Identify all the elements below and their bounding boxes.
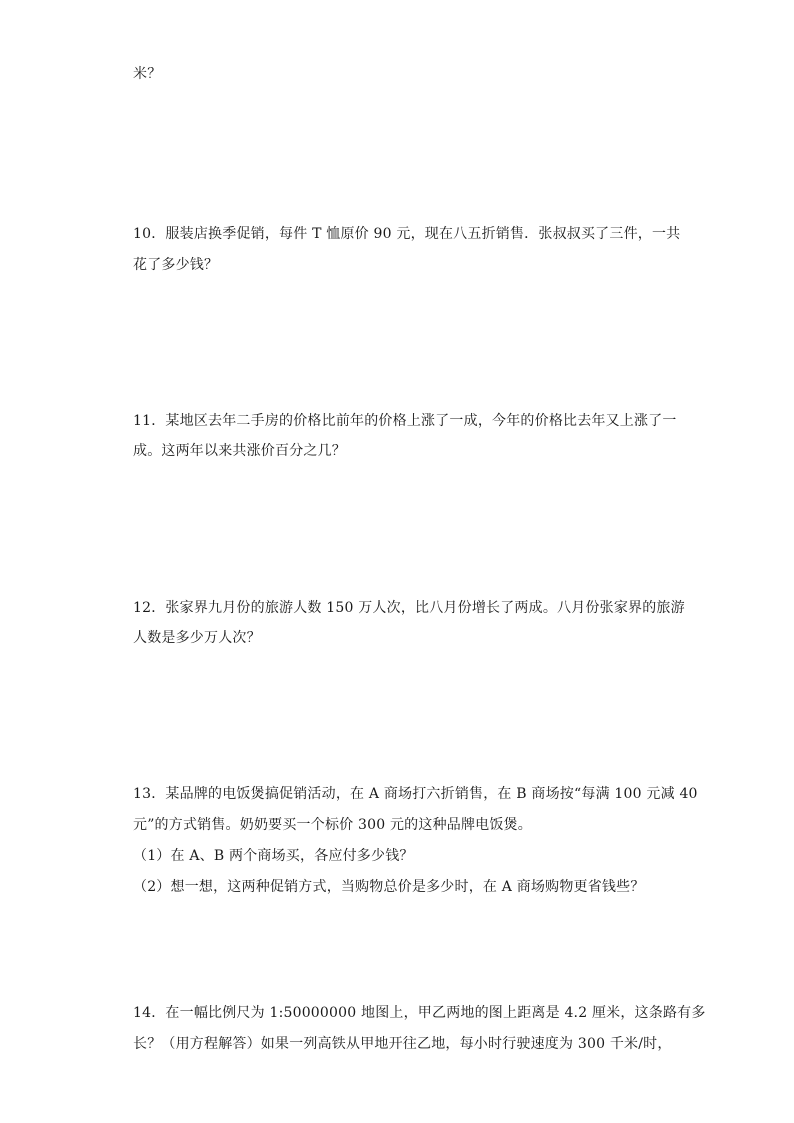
question-13-line-1: 13．某品牌的电饭煲搞促销活动，在 A 商场打六折销售，在 B 商场按“每满 100 元减 40 [133, 786, 698, 802]
question-12-line-1: 12．张家界九月份的旅游人数 150 万人次，比八月份增长了两成。八月份张家界的旅游 [133, 600, 685, 616]
question-14-line-2: 长？（用方程解答）如果一列高铁从甲地开往乙地，每小时行驶速度为 300 千米/时， [133, 1036, 672, 1052]
question-12-line-2: 人数是多少万人次？ [133, 630, 261, 646]
question-11-line-2: 成。这两年以来共涨价百分之几？ [133, 443, 346, 459]
question-14-line-1: 14．在一幅比例尺为 1:50000000 地图上，甲乙两地的图上距离是 4.2 厘米，这条路有多 [133, 1005, 706, 1021]
question-13-subquestion-2: （2）想一想，这两种促销方式，当购物总价是多少时，在 A 商场购物更省钱些？ [133, 879, 645, 895]
question-10-line-1: 10．服装店换季促销，每件 T 恤原价 90 元，现在八五折销售．张叔叔买了三件，一共 [133, 226, 681, 242]
question-10-line-2: 花了多少钱？ [133, 257, 219, 273]
question-13-subquestion-1: （1）在 A、B 两个商场买，各应付多少钱？ [133, 848, 414, 864]
question-11-line-1: 11．某地区去年二手房的价格比前年的价格上涨了一成，今年的价格比去年又上涨了一 [133, 413, 677, 429]
question-13-line-2: 元”的方式销售。奶奶要买一个标价 300 元的这种品牌电饭煲。 [133, 817, 532, 833]
question-9-continuation: 米？ [133, 66, 162, 82]
